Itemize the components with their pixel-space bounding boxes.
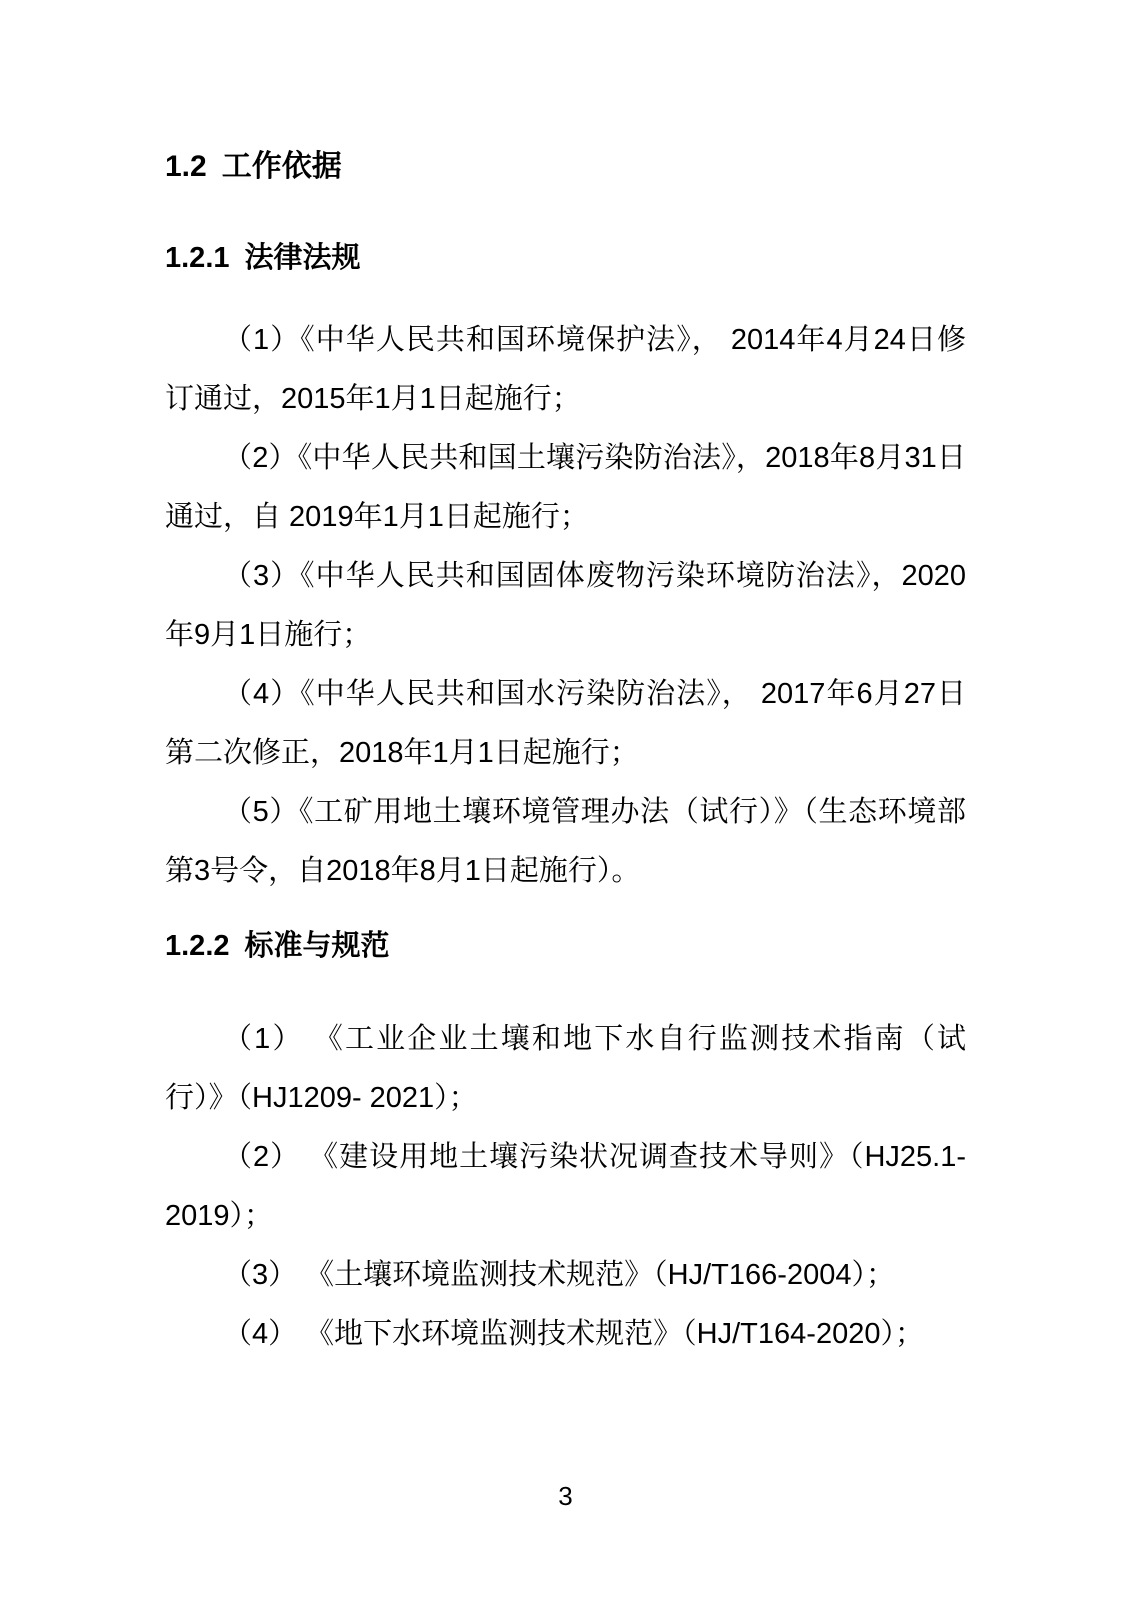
law-paragraph-1: （1）《中华人民共和国环境保护法》， 2014年4月24日修订通过，2015年1月1日起施行； bbox=[165, 323, 966, 415]
subsection-heading-1-2-2 bbox=[165, 930, 966, 963]
heading-number: 1.2 bbox=[165, 150, 207, 183]
standard-paragraph-1: （1） 《工业企业土壤和地下水自行监测技术指南（试行）》（HJ1209- 2021）； bbox=[165, 1023, 966, 1115]
standard-paragraph-2: （2） 《建设用地土壤污染状况调查技术导则》（HJ25.1-2019）； bbox=[165, 1141, 966, 1233]
heading-text: 工作依据 bbox=[221, 150, 342, 183]
standard-paragraph-4: （4） 《地下水环境监测技术规范》（HJ/T164-2020）； bbox=[223, 1318, 924, 1351]
heading-number: 1.2.1 bbox=[165, 241, 230, 274]
law-paragraph-2: （2）《中华人民共和国土壤污染防治法》，2018年8月31日通过，自 2019年1月1日起施行； bbox=[165, 441, 966, 533]
document-content bbox=[165, 150, 966, 1364]
law-paragraph-4: （4）《中华人民共和国水污染防治法》， 2017年6月27日第二次修正，2018年1月1日起施行； bbox=[165, 677, 966, 769]
heading-number: 1.2.2 bbox=[165, 929, 230, 962]
subsection-heading-1-2-1 bbox=[165, 242, 966, 275]
standard-paragraph-3: （3） 《土壤环境监测技术规范》（HJ/T166-2004）； bbox=[223, 1259, 895, 1292]
section-heading-1-2 bbox=[165, 150, 966, 185]
heading-text: 法律法规 bbox=[244, 241, 361, 274]
law-paragraph-5: （5）《工矿用地土壤环境管理办法（试行）》（生态环境部第3号令，自2018年8月1日起施行）。 bbox=[165, 795, 966, 887]
page-number: 3 bbox=[558, 1481, 573, 1511]
law-paragraph-3: （3）《中华人民共和国固体废物污染环境防治法》，2020年9月1日施行； bbox=[165, 559, 966, 651]
heading-text: 标准与规范 bbox=[244, 929, 390, 962]
